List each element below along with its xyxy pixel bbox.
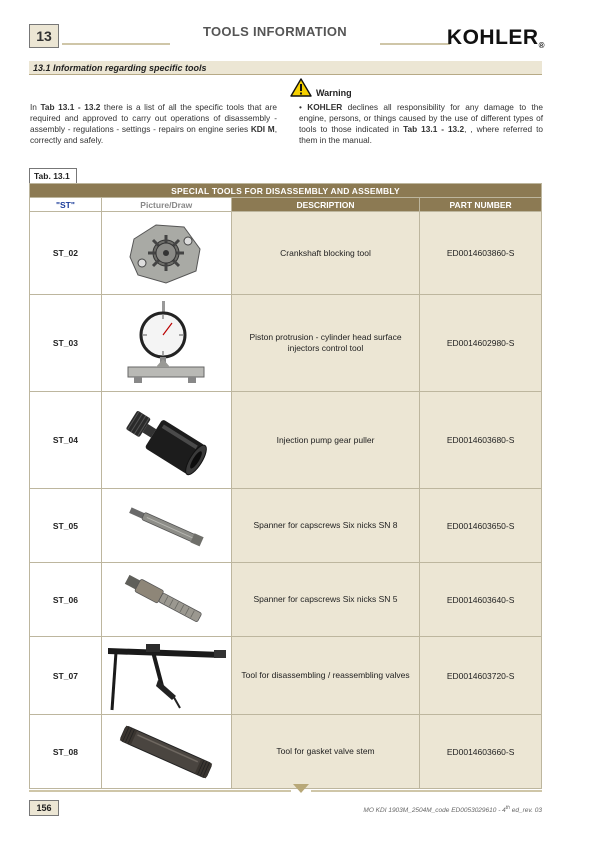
st-code: ST_08 <box>30 715 102 789</box>
table-label: Tab. 13.1 <box>29 168 77 183</box>
st-code: ST_04 <box>30 392 102 489</box>
tool-picture <box>101 212 231 295</box>
valve-tool-image <box>102 638 230 714</box>
warning-title: Warning <box>316 88 352 98</box>
st-code: ST_07 <box>30 637 102 715</box>
intro-paragraph: In Tab 13.1 - 13.2 there is a list of all the specific tools that are required and approved to carry out operations of disassembly - assembly - regulations - settings - repairs on engine series KDI M, correctly and safely. <box>30 102 277 145</box>
kohler-logo: KOHLER® <box>446 26 545 50</box>
tool-picture <box>101 489 231 563</box>
chapter-number: 13 <box>29 24 59 48</box>
part-number: ED0014603860-S <box>420 212 542 295</box>
footer-rule-right <box>311 790 542 792</box>
tool-description: Tool for gasket valve stem <box>231 715 419 789</box>
part-number: ED0014603650-S <box>420 489 542 563</box>
table-row <box>30 563 542 637</box>
table-banner: SPECIAL TOOLS FOR DISASSEMBLY AND ASSEMBLY <box>30 184 542 198</box>
table-row <box>30 392 542 489</box>
tool-picture <box>101 392 231 489</box>
tool-description: Crankshaft blocking tool <box>231 212 419 295</box>
part-number: ED0014603680-S <box>420 392 542 489</box>
document-reference: MO KDI 1903M_2504M_code ED0053029610 - 4th ed_rev. 03 <box>363 805 542 815</box>
st-code: ST_05 <box>30 489 102 563</box>
table-row <box>30 295 542 392</box>
table-row <box>30 715 542 789</box>
part-number: ED0014603660-S <box>420 715 542 789</box>
warning-icon <box>290 78 312 97</box>
tool-picture <box>101 715 231 789</box>
tool-description: Piston protrusion - cylinder head surface injectors control tool <box>231 295 419 392</box>
table-row <box>30 489 542 563</box>
footer-mark-icon <box>293 784 309 794</box>
header-rule-right <box>380 43 450 45</box>
table-row <box>30 212 542 295</box>
tool-picture <box>101 637 231 715</box>
st-code: ST_03 <box>30 295 102 392</box>
column-header-description: DESCRIPTION <box>231 198 419 212</box>
tool-description: Injection pump gear puller <box>231 392 419 489</box>
tool-picture <box>101 295 231 392</box>
footer-rule-left <box>29 790 291 792</box>
tool-picture <box>101 563 231 637</box>
page-number: 156 <box>29 800 59 816</box>
section-title: 13.1 Information regarding specific tools <box>29 61 542 75</box>
part-number: ED0014603720-S <box>420 637 542 715</box>
tool-description: Spanner for capscrews Six nicks SN 5 <box>231 563 419 637</box>
part-number: ED0014603640-S <box>420 563 542 637</box>
page-title: TOOLS INFORMATION <box>203 24 347 39</box>
warning-paragraph: • KOHLER declines all responsibility for any damage to the engine, persons, or things caused by the use of different types of tools to those indicated in Tab 13.1 - 13.2, , where referred to them in the manual. <box>299 102 544 145</box>
tool-description: Tool for disassembling / reassembling valves <box>231 637 419 715</box>
st-code: ST_06 <box>30 563 102 637</box>
capscrew-spanner-sn8-image <box>121 501 211 551</box>
crankshaft-blocking-tool-image <box>126 219 206 287</box>
column-header-st: "ST" <box>30 198 102 212</box>
capscrew-spanner-sn5-image <box>118 570 214 630</box>
part-number: ED0014602980-S <box>420 295 542 392</box>
gasket-valve-stem-tool-image <box>111 720 221 784</box>
column-header-part-number: PART NUMBER <box>420 198 542 212</box>
column-header-picture: Picture/Draw <box>101 198 231 212</box>
table-row <box>30 637 542 715</box>
gear-puller-tool-image <box>116 396 216 484</box>
tool-description: Spanner for capscrews Six nicks SN 8 <box>231 489 419 563</box>
header-rule-left <box>62 43 170 45</box>
special-tools-table <box>29 183 542 789</box>
st-code: ST_02 <box>30 212 102 295</box>
dial-gauge-tool-image <box>116 299 216 387</box>
